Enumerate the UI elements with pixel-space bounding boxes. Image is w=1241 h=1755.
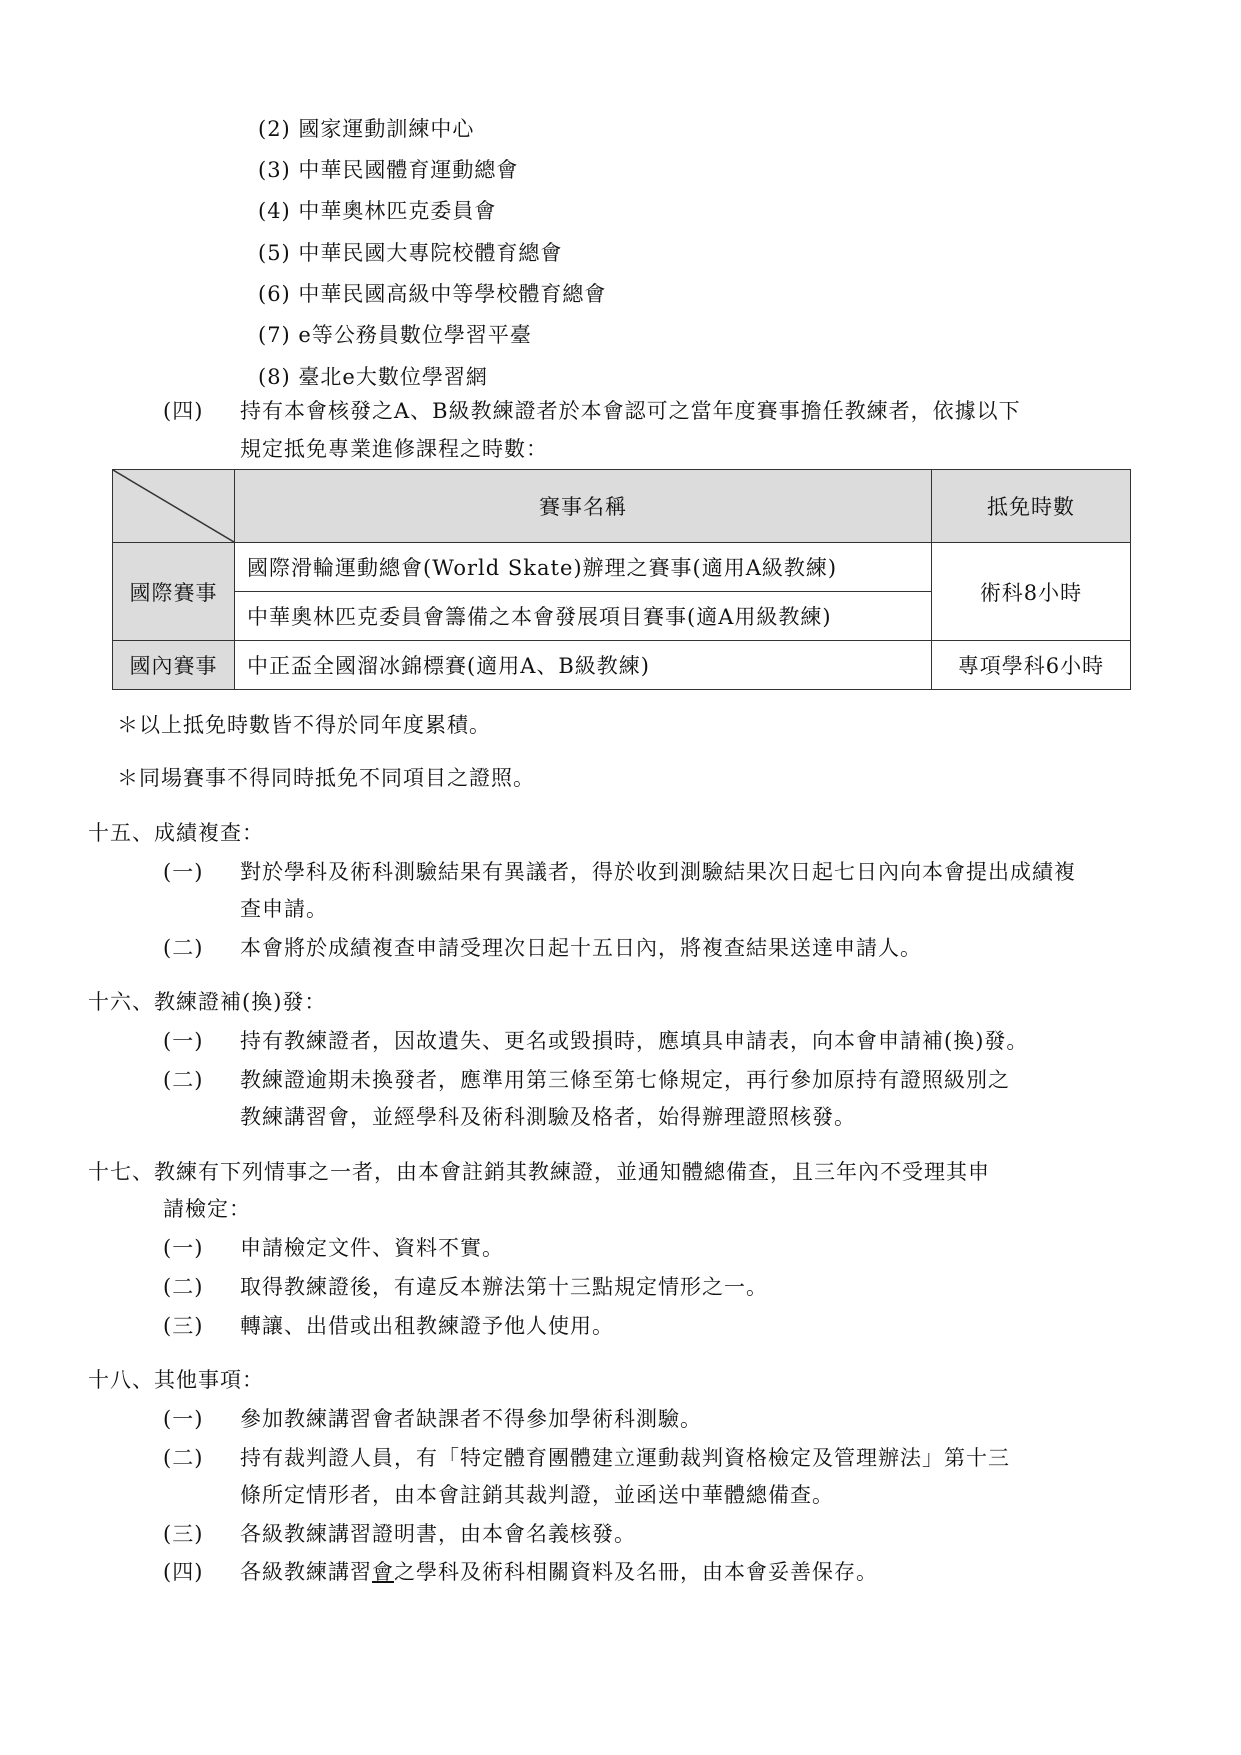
item-marker: (二) [163, 1446, 204, 1470]
paragraph-line: 持有教練證者，因故遺失、更名或毀損時，應填具申請表，向本會申請補(換)發。 [240, 1029, 1029, 1053]
note: ＊同場賽事不得同時抵免不同項目之證照。 [117, 766, 535, 790]
item-marker: (三) [163, 1522, 204, 1546]
domestic-event: 中正盃全國溜冰錦標賽(適用A、B級教練) [235, 641, 932, 690]
paragraph-line: 轉讓、出借或出租教練證予他人使用。 [240, 1314, 614, 1338]
table-row [113, 641, 1131, 690]
paragraph-line: 參加教練講習會者缺課者不得參加學術科測驗。 [240, 1407, 702, 1431]
header-event-name: 賽事名稱 [235, 470, 932, 543]
item-marker: (二) [163, 936, 204, 960]
list-item: (4) 中華奧林匹克委員會 [258, 199, 497, 223]
paragraph-line: 對於學科及術科測驗結果有異議者，得於收到測驗結果次日起七日內向本會提出成績複 [240, 860, 1076, 884]
paragraph-line: 規定抵免專業進修課程之時數： [240, 437, 548, 461]
paragraph-line: 教練證逾期未換發者，應準用第三條至第七條規定，再行參加原持有證照級別之 [240, 1068, 1010, 1092]
list-item: (6) 中華民國高級中等學校體育總會 [258, 282, 607, 306]
item-marker: (一) [163, 1407, 204, 1431]
paragraph-line [240, 1557, 878, 1587]
intl-event-1: 國際滑輪運動總會(World Skate)辦理之賽事(適用A級教練) [235, 543, 932, 592]
item-marker: (二) [163, 1068, 204, 1092]
section-title: 十七、教練有下列情事之一者，由本會註銷其教練證，並通知體總備查，且三年內不受理其申 [88, 1160, 990, 1184]
item-marker: (三) [163, 1314, 204, 1338]
section-title-cont: 請檢定： [163, 1197, 251, 1221]
item-marker: (一) [163, 1029, 204, 1053]
list-item: (7) e等公務員數位學習平臺 [258, 323, 532, 347]
paragraph-line: 持有本會核發之A、B級教練證者於本會認可之當年度賽事擔任教練者，依據以下 [240, 399, 1021, 423]
list-item: (8) 臺北e大數位學習網 [258, 365, 488, 389]
text-span: 之學科及術科相關資料及名冊，由本會妥善保存。 [394, 1560, 878, 1584]
header-hours: 抵免時數 [932, 470, 1131, 543]
intl-hours: 術科8小時 [932, 543, 1131, 641]
diagonal-line [113, 470, 234, 542]
intl-event-2: 中華奧林匹克委員會籌備之本會發展項目賽事(適A用級教練) [235, 592, 932, 641]
list-item: (5) 中華民國大專院校體育總會 [258, 241, 563, 265]
intl-label: 國際賽事 [113, 543, 235, 641]
table-header-row [113, 470, 1131, 543]
item-marker: (四) [163, 399, 204, 423]
section-title: 十六、教練證補(換)發： [88, 990, 327, 1014]
table-row [113, 543, 1131, 592]
paragraph-line: 教練講習會，並經學科及術科測驗及格者，始得辦理證照核發。 [240, 1105, 856, 1129]
domestic-hours: 專項學科6小時 [932, 641, 1131, 690]
list-item: (2) 國家運動訓練中心 [258, 117, 475, 141]
section-title: 十八、其他事項： [88, 1368, 264, 1392]
item-marker: (四) [163, 1560, 204, 1584]
section-title: 十五、成績複查： [88, 821, 264, 845]
paragraph-line: 取得教練證後，有違反本辦法第十三點規定情形之一。 [240, 1275, 768, 1299]
note: ＊以上抵免時數皆不得於同年度累積。 [117, 713, 491, 737]
paragraph-line: 條所定情形者，由本會註銷其裁判證，並函送中華體總備查。 [240, 1483, 834, 1507]
diagonal-header-cell [113, 470, 235, 543]
paragraph-line: 申請檢定文件、資料不實。 [240, 1236, 504, 1260]
domestic-label: 國內賽事 [113, 641, 235, 690]
list-item: (3) 中華民國體育運動總會 [258, 158, 519, 182]
item-marker: (二) [163, 1275, 204, 1299]
paragraph-line: 本會將於成績複查申請受理次日起十五日內，將複查結果送達申請人。 [240, 936, 922, 960]
item-marker: (一) [163, 1236, 204, 1260]
paragraph-line: 持有裁判證人員，有「特定體育團體建立運動裁判資格檢定及管理辦法」第十三 [240, 1446, 1010, 1470]
underlined-text: 會 [372, 1560, 394, 1584]
paragraph-line: 查申請。 [240, 897, 328, 921]
hours-table [112, 469, 1131, 690]
text-span: 各級教練講習 [240, 1560, 372, 1584]
item-marker: (一) [163, 860, 204, 884]
paragraph-line: 各級教練講習證明書，由本會名義核發。 [240, 1522, 636, 1546]
